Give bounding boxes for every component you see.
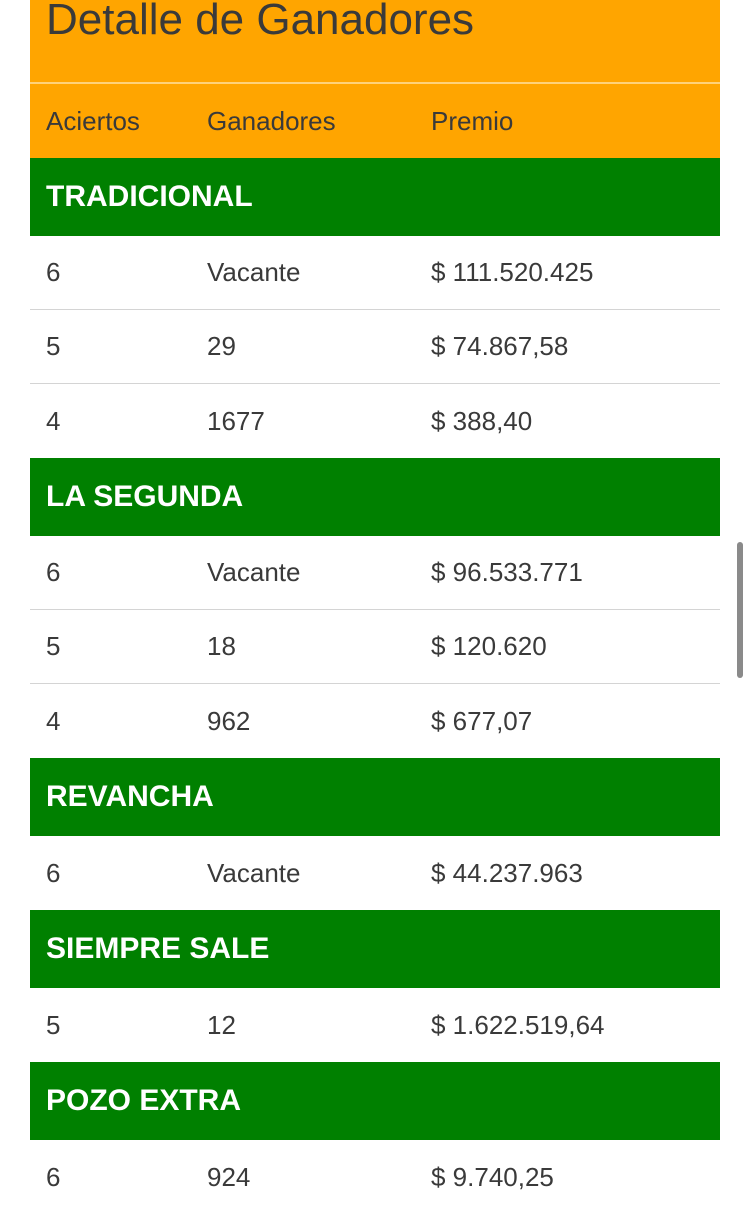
title-bar <box>30 0 720 84</box>
section-header: POZO EXTRA <box>30 1062 720 1140</box>
cell-ganadores: Vacante <box>207 857 301 888</box>
cell-premio: $ 9.740,25 <box>431 1161 554 1192</box>
cell-premio: $ 74.867,58 <box>431 331 569 361</box>
cell-aciertos: 6 <box>46 257 61 287</box>
table-row <box>30 1140 720 1214</box>
cell-ganadores: 29 <box>207 331 236 361</box>
table-row <box>30 684 720 758</box>
cell-aciertos: 4 <box>46 405 61 436</box>
section-header: SIEMPRE SALE <box>30 910 720 988</box>
cell-aciertos: 6 <box>46 557 61 587</box>
cell-ganadores: Vacante <box>207 557 301 587</box>
cell-ganadores: 18 <box>207 631 236 661</box>
cell-aciertos: 5 <box>46 1009 61 1040</box>
cell-ganadores: 12 <box>207 1009 236 1040</box>
section-header: REVANCHA <box>30 758 720 836</box>
cell-aciertos: 6 <box>46 1161 61 1192</box>
section-header: LA SEGUNDA <box>30 458 720 536</box>
table-row <box>30 310 720 384</box>
table-row <box>30 836 720 910</box>
cell-aciertos: 6 <box>46 857 61 888</box>
cell-aciertos: 4 <box>46 705 61 736</box>
winners-table <box>30 0 720 1214</box>
table-row <box>30 536 720 610</box>
cell-premio: $ 44.237.963 <box>431 857 583 888</box>
section-header: TRADICIONAL <box>30 158 720 236</box>
table-row <box>30 610 720 684</box>
cell-aciertos: 5 <box>46 631 61 661</box>
cell-aciertos: 5 <box>46 331 61 361</box>
table-body <box>30 158 720 1214</box>
scrollbar[interactable] <box>737 542 743 678</box>
table-row <box>30 988 720 1062</box>
cell-premio: $ 111.520.425 <box>431 257 594 287</box>
cell-premio: $ 388,40 <box>431 405 533 436</box>
cell-premio: $ 1.622.519,64 <box>431 1009 605 1040</box>
column-header-aciertos: Aciertos <box>46 105 140 136</box>
page-title: Detalle de Ganadores <box>46 0 475 44</box>
column-header-ganadores: Ganadores <box>207 105 336 136</box>
cell-ganadores: 924 <box>207 1161 251 1192</box>
cell-premio: $ 120.620 <box>431 631 547 661</box>
cell-premio: $ 677,07 <box>431 705 533 736</box>
cell-ganadores: 1677 <box>207 405 265 436</box>
cell-ganadores: 962 <box>207 705 251 736</box>
cell-ganadores: Vacante <box>207 257 301 287</box>
table-row <box>30 384 720 458</box>
cell-premio: $ 96.533.771 <box>431 557 583 587</box>
column-header-premio: Premio <box>431 105 514 136</box>
column-header-row <box>30 84 720 158</box>
table-row <box>30 236 720 310</box>
